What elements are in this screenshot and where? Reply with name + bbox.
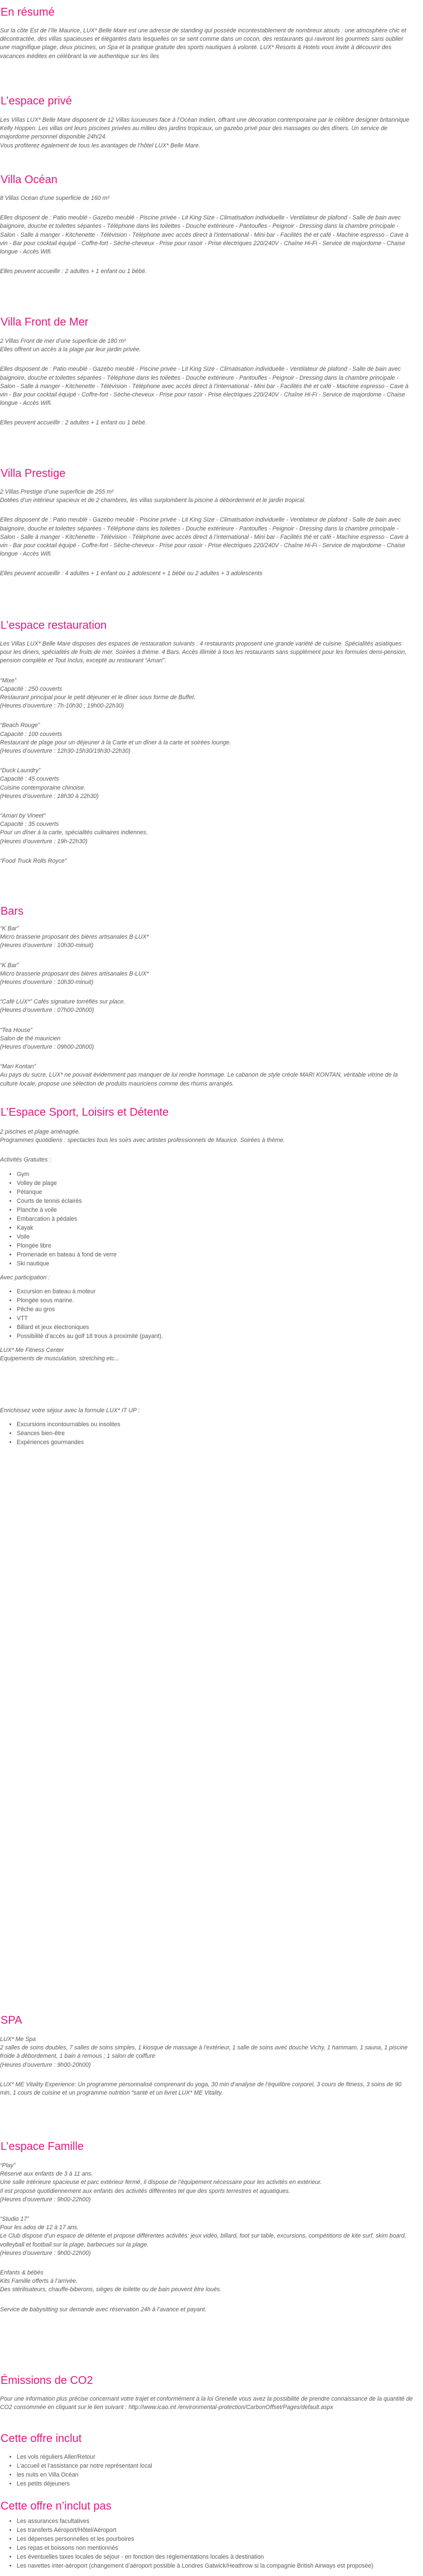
section-title: Villa Océan	[1, 174, 57, 186]
list-item: • Les dépenses personnelles et les pourboires	[17, 2535, 413, 2544]
list-item: • VTT	[17, 1314, 413, 1323]
list-item: • Plongée sous marine.	[17, 1296, 413, 1305]
included-list	[0, 2453, 413, 2488]
list-item: • Les vols réguliers Aller/Retour	[17, 2453, 413, 2462]
fitness-center-text: LUX* Me Fitness Center Equipements de musculation, stretching etc...	[0, 1346, 119, 1363]
list-item: • Embarcation à pédales	[17, 1215, 413, 1224]
list-item: • Excursion en bateau à moteur	[17, 1287, 413, 1296]
list-item: • Ski nautique	[17, 1259, 413, 1268]
villa-ocean-capacity: Elles peuvent accueillir : 2 adultes + 1 enfant ou 1 bébé.	[0, 268, 147, 275]
section-title: L’espace restauration	[1, 619, 107, 632]
villa-prestige-intro: 2 Villas Prestige d’une superficie de 255 m² Dotées d’un intérieur spacieux et de 2 chambres, les villas surplombent la piscine à débordement et le jardin tropical.	[0, 489, 306, 504]
list-item: • Voile	[17, 1232, 413, 1241]
list-item: • Volley de plage	[17, 1179, 413, 1188]
restaurant-item: “Beach Rouge” Capacité : 100 couverts Restaurant de plage pour un déjeuner à la Carte et un dîner à la carte et soirées lounge. (Heures d’ouverture : 12h30-15h30/19h30-22h30)	[0, 722, 232, 755]
list-item: • Promenade en bateau à fond de verre	[17, 1250, 413, 1259]
villa-ocean-equipment: Elles disposent de : Patio meublé - Gazebo meublé - Piscine privée - Lit King Size - Climatisation individuelle - Ventilateur de plafond - Salle de bain avec baignoire, douche et toilettes séparées - Téléphone dans les toilettes - Douche extérieure - Pantoufles - Peignoir - Dressing dans la chambre principale - Salon - Salle à manger - Kitchenette - Télévision - Téléphone avec accès direct à l’international - Mini bar - Facilités thé et café - Machine espresso - Cave à vin - Bar pour cocktail équipé - Coffre-fort - Sèche-cheveux - Prise pour rasoir - Prise électriques 220/240V - Chaîne Hi-Fi - Service de majordome - Chaise longue - Accès Wifi.	[0, 214, 408, 256]
paid-activities-list	[0, 1287, 413, 1341]
list-item: • Les petits déjeuners	[17, 2479, 413, 2488]
list-item: • Les éventuelles taxes locales de séjour - en fonction des réglementations locales à destination	[17, 2553, 413, 2561]
list-item: • Expériences gourmandes	[17, 1438, 413, 1447]
list-item: • Gym	[17, 1170, 413, 1179]
section-title: Villa Front de Mer	[1, 316, 89, 328]
list-item: • Les navettes inter-aéroport (changement d’aéroport possible à Londres Gatwick/Heathrow si la compagnie British Airways est proposée)	[17, 2561, 413, 2570]
section-title: Émissions de CO2	[1, 2374, 93, 2387]
list-item: • Courts de tennis éclairés	[17, 1197, 413, 1206]
restaurant-item: “Mixe” Capacité : 250 couverts Restaurant principal pour le petit déjeuner et le dîner sous forme de Buffet. (Heures d’ouverture : 7h-10h30 ; 19h00-22h30)	[0, 677, 196, 710]
teens-club-text: “Studio 17” Pour les ados de 12 à 17 ans. Le Club dispose d’un espace de détente et propose différentes activités: jeux vidéo, billard, foot sur table, excursions, compétitions de kite surf, skim board, volleyball et football sur la plage, barbecues sur la plage. (Heures d’ouverture : 9h00-22h00)	[0, 2216, 406, 2257]
bar-item: “Café LUX*” Cafés signature torréfiés sur place. (Heures d’ouverture : 07h00-20h00)	[0, 998, 126, 1014]
villa-prestige-capacity: Elles peuvent accueillir : 4 adultes + 1 enfant ou 1 adolescent + 1 bébé ou 2 adultes + 3 adolescents	[0, 570, 263, 577]
bar-item: “Tea House” Salon de thé mauricien (Heures d’ouverture : 09h00-20h00)	[0, 1026, 94, 1051]
resume-text: Sur la côte Est de l’île Maurice, LUX* Belle Mare est une adresse de standing qui possède incontestablement de nombreux atouts : une atmosphère chic et décontractée, des villas spacieuses et élégantes dans lesquelles on se sent comme dans un cocon, des restaurants qui raviront les gourmets sans oublier une magnifique plage, deux piscines, un Spa et la pratique gratuite des sports nautiques à volonté. LUX* Resorts & Hotels vous invite à découvrir des vacances inédites en célébrant la vie authentique sur les îles	[0, 27, 406, 60]
list-item: • Les transferts Aéroport/Hôtel/Aéroport	[17, 2526, 413, 2535]
section-title: Bars	[1, 905, 24, 917]
villa-prestige-equipment: Elles disposent de : Patio meublé - Gazebo meublé - Piscine privée - Lit King Size - Climatisation individuelle - Ventilateur de plafond - Salle de bain avec baignoire, douche et toilettes séparées - Téléphone dans les toilettes - Douche extérieure - Pantoufles - Peignoir - Dressing dans la chambre principale - Salon - Salle à manger - Kitchenette - Télévision - Téléphone avec accès direct à l’international - Mini bar - Facilités thé et café - Machine espresso - Cave à vin - Bar pour cocktail équipé - Coffre-fort - Sèche-cheveux - Prise pour rasoir - Prise électriques 220/240V - Chaîne Hi-Fi - Service de majordome - Chaise longue - Accès Wifi.	[0, 517, 408, 558]
bar-item: “Mari Kontan” Au pays du sucre, LUX* ne pouvait évidemment pas manquer de lui rendre hommage. Le cabanon de style créole MARI KONTAN, véritable vitrine de la culture locale, propose une sélection de produits mauriciens comme des rhums arrangés.	[0, 1063, 398, 1087]
list-item: • Pétanque	[17, 1188, 413, 1197]
restaurants-intro: Les Villas LUX* Belle Mare disposes des espaces de restauration suivants : 4 restaurants proposent une grande variété de cuisine. Spécialités asiatiques pour les diners, spécialités de fruits de mer. Soirées à thème. 4 Bars. Accès illimité à tous les restaurants sans supplément pour les formules demi-pension, pension complète et Tout Inclus, excepté au restaurant “Amari”.	[0, 641, 407, 665]
free-activities-label: Activités Gratuites :	[0, 1156, 51, 1164]
section-title: L’espace privé	[1, 95, 72, 107]
spa-text: LUX* Me Spa 2 salles de soins doubles, 7 salles de soins simples, 1 kiosque de massage à l’extérieur, 1 salle de soins avec douche Vichy, 1 hammam, 1 sauna, 1 piscine froide à débordement, 1 bain à remous ; 1 salon de coiffure (Heures d’ouverture : 9h00-20h00)	[0, 2036, 408, 2068]
section-title: Villa Prestige	[1, 467, 66, 480]
list-item: • Les repas et boissons non mentionnés	[17, 2544, 413, 2553]
section-title: Cette offre n’inclut pas	[1, 2500, 112, 2512]
lux-it-up-list	[0, 1420, 413, 1447]
section-title: Cette offre inclut	[1, 2432, 82, 2445]
restaurant-item: “Amari by Vineet” Capacité : 35 couverts Pour un dîner à la carte, spécialités culinaires indiennes. (Heures d’ouverture : 19h-22h30)	[0, 813, 148, 845]
bar-item: “K Bar” Micro brasserie proposant des bières artisanales B-LUX* (Heures d’ouverture : 10h30-minuit)	[0, 962, 149, 986]
section-title: L’espace Famille	[1, 2140, 84, 2153]
restaurant-item: “Food Truck Rolls Royce”	[0, 857, 67, 864]
free-activities-list	[0, 1170, 413, 1268]
spa-vitality-text: LUX* ME Vitality Experience: Un programme personnalisé comprenant du yoga, 30 min d’analyse de l’équilibre corporel, 3 cours de fitness, 3 soins de 90 min, 1 cours de cuisine et un programme nutrition “santé et un livret LUX* ME Vitality.	[0, 2081, 402, 2097]
section-title: SPA	[1, 2014, 22, 2027]
sport-intro: 2 piscines et plage aménagée. Programmes quotidiens : spectacles tous les soirs avec artistes professionnels de Maurice. Soirées à thème.	[0, 1129, 285, 1144]
villa-front-capacity: Elles peuvent accueillir : 2 adultes + 1 enfant ou 1 bébé.	[0, 419, 147, 427]
section-title: En résumé	[1, 6, 55, 18]
bar-item: “K Bar” Micro brasserie proposant des bières artisanales B-LUX* (Heures d’ouverture : 10h30-minuit)	[0, 925, 149, 949]
villa-ocean-intro: 8 Villas Océan d’une superficie de 160 m²	[0, 195, 109, 202]
list-item: • Les assurances facultatives	[17, 2517, 413, 2526]
restaurant-item: “Duck Laundry” Capacité : 45 couverts Cuisine contemporaine chinoise. (Heures d’ouverture : 18h30 à 22h30)	[0, 767, 99, 800]
section-title: L’Espace Sport, Loisirs et Détente	[1, 1106, 169, 1119]
list-item: • Plongée libre	[17, 1241, 413, 1250]
babysitting-text: Service de babysitting sur demande avec réservation 24h à l’avance et payant.	[0, 2306, 206, 2313]
babies-text: Enfants & bébés Kits Famille offerts à l’arrivée. Des stérilisateurs, chauffe-biberons, sièges de toilette ou de bain peuvent être loués.	[0, 2269, 222, 2293]
villa-front-equipment: Elles disposent de : Patio meublé - Gazebo meublé - Piscine privée - Lit King Size - Climatisation individuelle - Ventilateur de plafond - Salle de bain avec baignoire, douche et toilettes séparées - Téléphone dans les toilettes - Douche extérieure - Pantoufles - Peignoir - Dressing dans la chambre principale - Salon - Salle à manger - Kitchenette - Télévision - Téléphone avec accès direct à l’international - Mini bar - Facilités thé et café - Machine espresso - Cave à vin - Bar pour cocktail équipé - Coffre-fort - Sèche-cheveux - Prise pour rasoir - Prise électriques 220/240V - Chaîne Hi-Fi - Service de majordome - Chaise longue - Accès Wifi.	[0, 366, 408, 407]
paid-activities-label: Avec participation :	[0, 1274, 50, 1281]
not-included-list	[0, 2517, 413, 2570]
villa-front-intro: 2 Villas Front de mer d’une superficie de 180 m² Elles offrent un accès à la plage par leur jardin privée.	[0, 338, 141, 353]
list-item: • Possibilité d’accès au golf 18 trous à proximité (payant).	[17, 1332, 413, 1341]
list-item: • L’accueil et l’assistance par notre représentant local	[17, 2462, 413, 2470]
list-item: • Séances bien-être	[17, 1429, 413, 1438]
list-item: • Planche à voile	[17, 1206, 413, 1215]
list-item: • Kayak	[17, 1224, 413, 1232]
co2-text: Pour une information plus précise concernant votre trajet et conformément à la loi Grenelle vous avez la possibilité de prendre connaissance de la quantité de CO2 consommée en cliquant sur le lien suivant : http://www.icao.int /environmental-protection/CarbonOffset/Pages/default.aspx	[0, 2396, 413, 2411]
list-item: • Billard et jeux électroniques	[17, 1323, 413, 1332]
private-space-text: Les Villas LUX* Belle Mare disposent de 12 Villas luxueuses face à l’Océan Indien, offrant une décoration contemporaine par le célèbre designer britannique Kelly Hoppen. Les villas ont leurs piscines privées au milieu des jardins tropicaux, un gazebo privé pour des massages ou des dîners. Un service de majordome personnel disponible 24h/24. Vous profiterez également de tous les avantages de l’hôtel LUX* Belle Mare.	[0, 117, 410, 149]
list-item: • Pêche au gros	[17, 1305, 413, 1314]
list-item: • Excursions incontournables ou insolites	[17, 1420, 413, 1429]
kids-club-text: “Play” Réservé aux enfants de 3 à 11 ans. Une salle intérieure spacieuse et parc extérieur fermé, il dispose de l’équipement nécessaire pour les activités en extérieur. Il est proposé quotidiennement aux enfants des activités différentes tel que des sports terrestres et aquatiques. (Heures d’ouverture : 9h00-22h00)	[0, 2162, 322, 2203]
list-item: • les nuits en Villa Océan	[17, 2470, 413, 2479]
lux-it-up-label: Enrichissez votre séjour avec la formule LUX* IT UP :	[0, 1407, 140, 1414]
